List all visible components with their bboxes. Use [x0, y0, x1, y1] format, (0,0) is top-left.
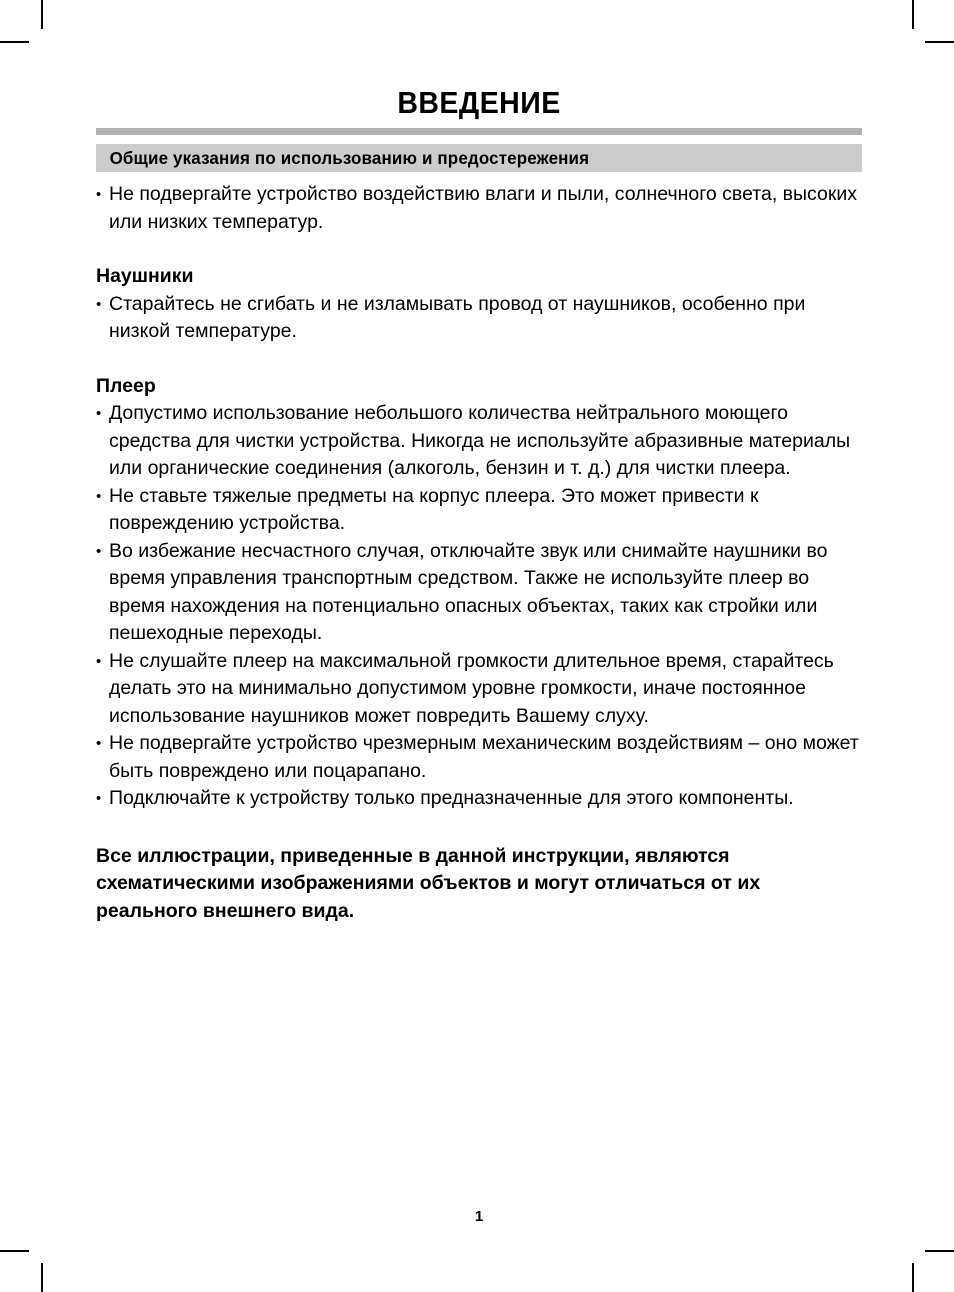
title-rule-divider [96, 128, 862, 135]
crop-mark-bottom-right-vertical [912, 1263, 914, 1292]
section-header-label: Общие указания по использованию и предостережения [109, 147, 590, 168]
list-item: • Во избежание несчастного случая, отключайте звук или снимайте наушники во время управления транспортным средством. Также не используйте плеер во время нахождения на потенциально опасных объектах, таких как стройки или пешеходные переходы. [96, 538, 862, 648]
section-header-bar [96, 144, 862, 172]
subheading-headphones: Наушники [96, 265, 194, 287]
page-number: 1 [474, 1208, 484, 1225]
list-item: • Старайтесь не сгибать и не изламывать провод от наушников, особенно при низкой температуре. [96, 291, 862, 346]
list-item: • Не ставьте тяжелые предметы на корпус плеера. Это может привести к повреждению устройства. [96, 483, 862, 538]
list-item: • Не слушайте плеер на максимальной громкости длительное время, старайтесь делать это на минимально допустимом уровне громкости, иначе постоянное использование наушников может повредить Вашему слуху. [96, 648, 862, 731]
crop-mark-top-right-horizontal [925, 41, 954, 43]
spacer [96, 346, 862, 373]
intro-bullet-list [96, 181, 862, 236]
closing-note: Все иллюстрации, приведенные в данной инструкции, являются схематическими изображениями объектов и могут отличаться от их реального внешнего вида. [96, 844, 761, 922]
headphones-bullet-list [96, 291, 862, 346]
spacer [96, 236, 862, 263]
crop-mark-top-left-horizontal [0, 41, 29, 43]
page-content-column [96, 0, 862, 1292]
list-item: • Подключайте к устройству только предназначенные для этого компоненты. [96, 785, 862, 813]
crop-mark-bottom-left-vertical [41, 1263, 43, 1292]
document-body [96, 181, 862, 925]
crop-mark-bottom-right-horizontal [925, 1250, 954, 1252]
crop-mark-bottom-left-horizontal [0, 1250, 29, 1252]
player-bullet-list [96, 400, 862, 813]
subheading-player: Плеер [96, 374, 156, 397]
crop-mark-top-right-vertical [912, 0, 914, 29]
crop-mark-top-left-vertical [41, 0, 43, 29]
page-title: ВВЕДЕНИЕ [397, 85, 561, 120]
list-item: • Не подвергайте устройство воздействию влаги и пыли, солнечного света, высоких или низких температур. [96, 181, 862, 236]
spacer [96, 813, 862, 843]
list-item: • Не подвергайте устройство чрезмерным механическим воздействиям – оно может быть повреждено или поцарапано. [96, 730, 862, 785]
list-item: • Допустимо использование небольшого количества нейтрального моющего средства для чистки устройства. Никогда не используйте абразивные материалы или органические соединения (алкоголь, бензин и т. д.) для чистки плеера. [96, 400, 862, 483]
